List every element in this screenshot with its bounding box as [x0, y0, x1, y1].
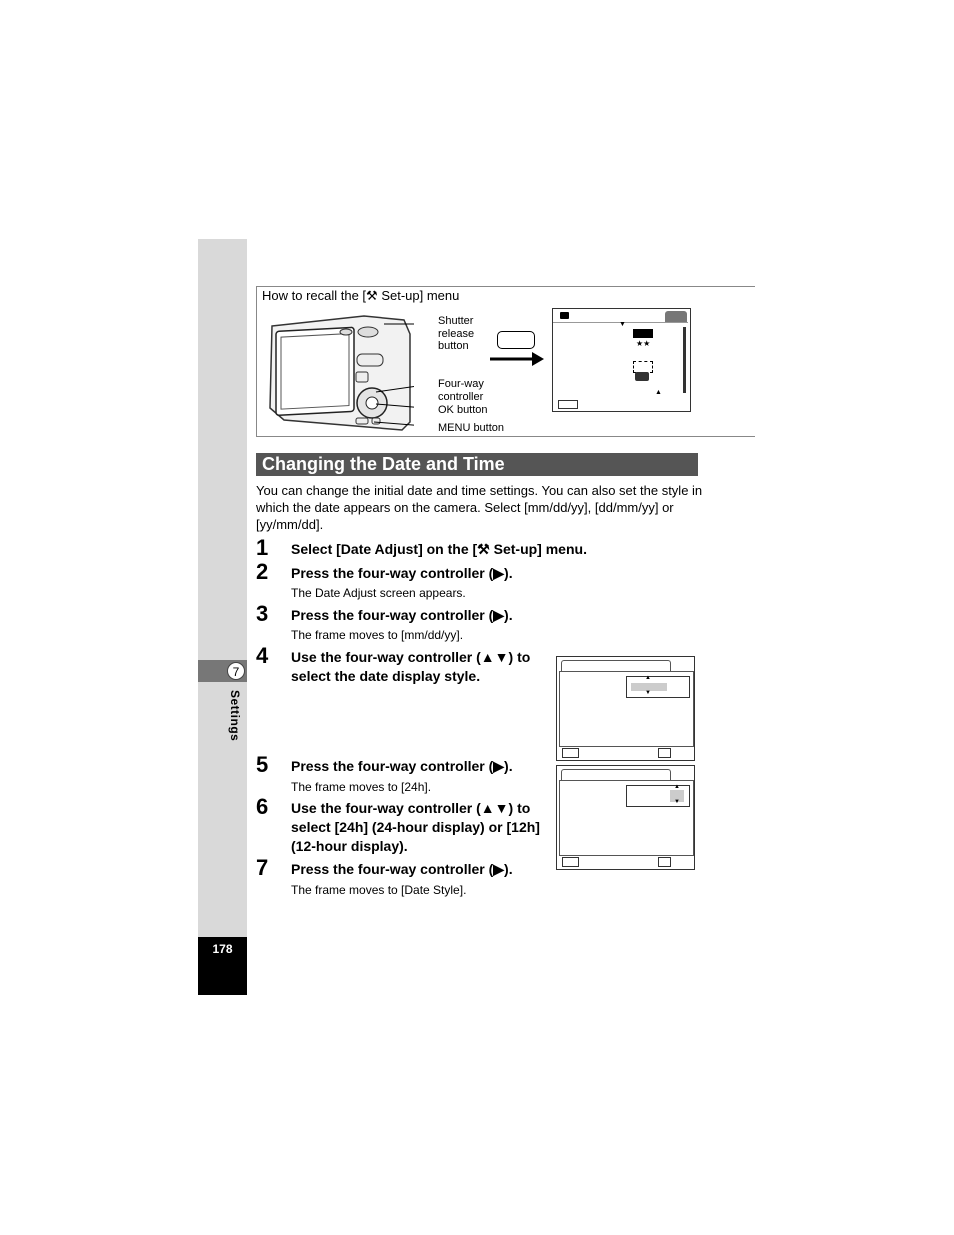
- recall-title: [262, 288, 459, 304]
- shutter-button: [358, 327, 378, 337]
- hour-format-screen: [556, 765, 695, 870]
- step-1-pre: Select [Date Adjust] on the [: [291, 541, 478, 557]
- screen-button-left: [558, 400, 578, 409]
- step-1-post: Set-up] menu.: [489, 541, 587, 557]
- step-1-number: 1: [256, 535, 269, 560]
- screen-button-right: [658, 857, 671, 867]
- step-4-number: 4: [256, 643, 269, 668]
- step-5-number: 5: [256, 752, 269, 777]
- step-5-text: Press the four-way controller (▶).: [291, 758, 513, 774]
- chapter-label: Settings: [228, 690, 242, 742]
- intro-paragraph: You can change the initial date and time settings. You can also set the style in which the date appears on the camera. Select [mm/dd/yy], [dd/mm/yy] or [yy/mm/dd].: [256, 483, 703, 532]
- chapter-number: 7: [227, 662, 245, 680]
- step-1-text: [291, 540, 587, 559]
- section-title: Changing the Date and Time: [262, 454, 505, 474]
- label-shutter: Shutter release button: [438, 315, 475, 352]
- label-menu: MENU button: [438, 422, 505, 434]
- scroll-down-icon: ▼: [619, 321, 626, 328]
- step-5-note: The frame moves to [24h].: [291, 780, 432, 794]
- step-3-text: Press the four-way controller (▶).: [291, 607, 513, 623]
- down-icon: ▼: [645, 690, 651, 696]
- up-icon: ▲: [674, 784, 680, 790]
- setup-menu-screen: [552, 308, 691, 412]
- setup-icon: ⚒: [477, 541, 490, 557]
- up-icon: ▲: [645, 675, 651, 681]
- step-3-note: The frame moves to [mm/dd/yy].: [291, 628, 464, 642]
- step-2-note: The Date Adjust screen appears.: [291, 586, 466, 600]
- arrow-right-icon: [490, 350, 545, 368]
- setup-tab-icon: [665, 311, 687, 322]
- selection-highlight: [633, 329, 653, 338]
- label-ok: OK button: [438, 404, 488, 416]
- screen-button-left: [562, 748, 579, 758]
- step-2-text: Press the four-way controller (▶).: [291, 565, 513, 581]
- setup-icon: ⚒: [366, 288, 378, 303]
- step-6-number: 6: [256, 794, 269, 819]
- step-4-text: Use the four-way controller (▲▼) to select the date display style.: [291, 649, 531, 684]
- recall-title-pre: How to recall the [: [262, 288, 367, 303]
- menu-button-icon: [497, 331, 535, 349]
- recall-title-post: Set-up] menu: [377, 288, 460, 303]
- metering-icon: [635, 372, 649, 381]
- step-2-number: 2: [256, 559, 269, 584]
- camera-icon: [560, 312, 569, 319]
- page-number: 178: [212, 942, 233, 956]
- step-7-text: Press the four-way controller (▶).: [291, 861, 513, 877]
- scrollbar: [683, 327, 686, 393]
- label-fourway: Four-way controller: [438, 378, 484, 403]
- quality-stars-icon: ★★: [636, 339, 651, 348]
- screen-button-left: [562, 857, 579, 867]
- date-style-screen: [556, 656, 695, 761]
- step-7-number: 7: [256, 855, 269, 880]
- scroll-up-icon: ▲: [655, 389, 662, 396]
- down-icon: ▼: [674, 799, 680, 805]
- side-strip: [198, 239, 247, 939]
- step-6-text: Use the four-way controller (▲▼) to select [24h] (24-hour display) or [12h] (12-hour display).: [291, 800, 540, 854]
- camera-illustration: [264, 312, 414, 434]
- step-3-number: 3: [256, 601, 269, 626]
- ok-button-shape: [366, 397, 378, 409]
- step-7-note: The frame moves to [Date Style].: [291, 883, 467, 897]
- screen-button-right: [658, 748, 671, 758]
